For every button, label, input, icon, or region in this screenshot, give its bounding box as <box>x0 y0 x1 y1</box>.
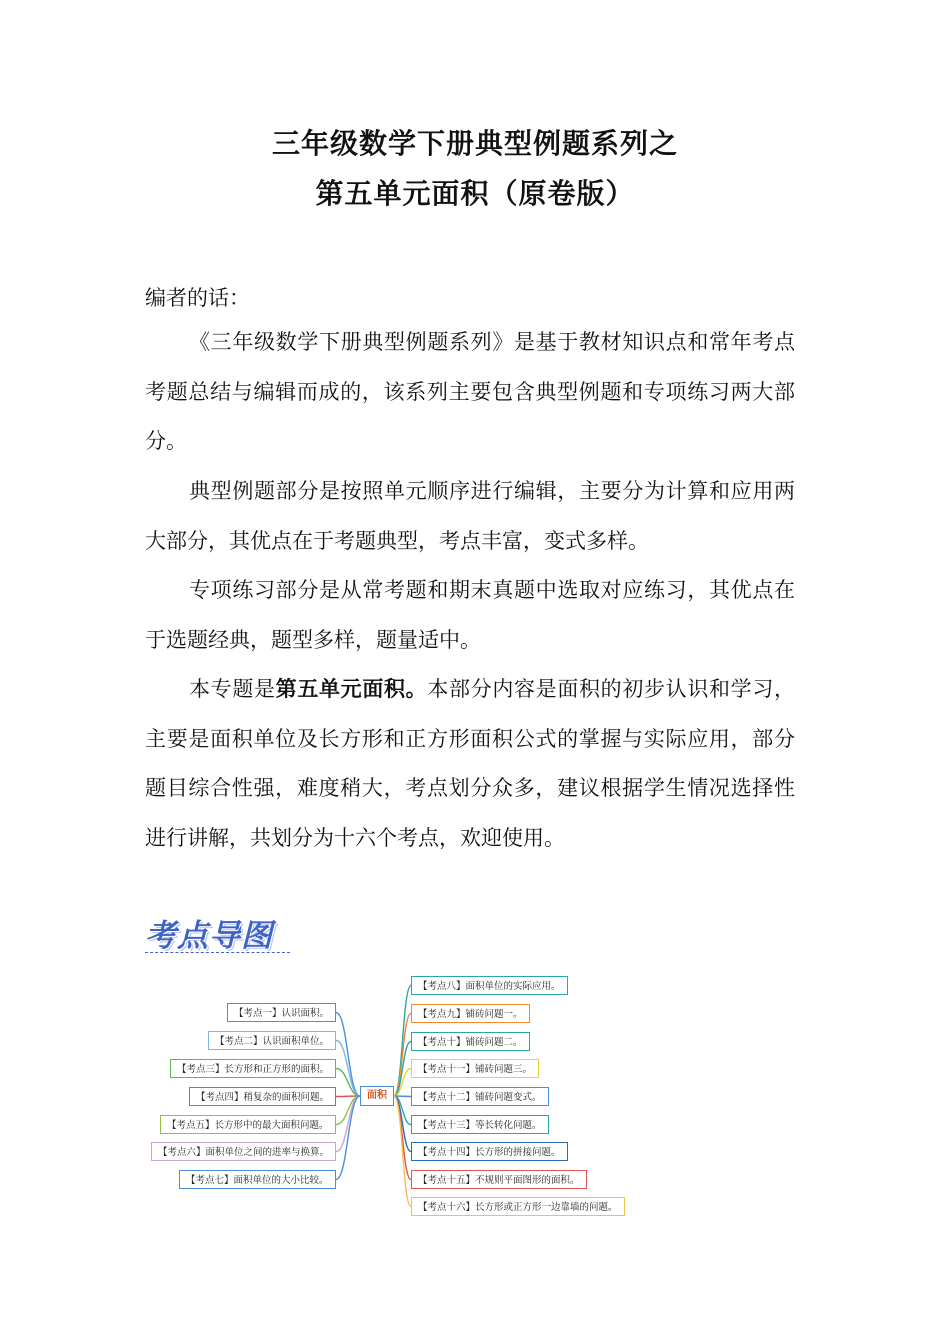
document-title-line-2: 第五单元面积（原卷版） <box>315 177 635 210</box>
paragraph-practice: 专项练习部分是从常考题和期末真题中选取对应练习，其优点在于选题经典，题型多样，题量适中。 <box>145 578 795 652</box>
mindmap <box>0 960 950 1230</box>
banner-underline <box>145 952 290 953</box>
paragraph-series-intro: 《三年级数学下册典型例题系列》是基于教材知识点和常年考点考题总结与编辑而成的，该系列主要包含典型例题和专项练习两大部分。 <box>145 330 795 453</box>
paragraph-examples: 典型例题部分是按照单元顺序进行编辑，主要分为计算和应用两大部分，其优点在于考题典型，考点丰富，变式多样。 <box>145 479 795 553</box>
mindmap-node-right: 【考点十六】长方形或正方形一边靠墙的问题。 <box>411 1197 625 1216</box>
mindmap-node-right: 【考点十二】铺砖问题变式。 <box>411 1087 549 1106</box>
topic-prefix: 本专题是 <box>189 677 276 701</box>
mindmap-node-left: 【考点五】长方形中的最大面积问题。 <box>160 1115 336 1134</box>
mindmap-node-right: 【考点九】铺砖问题一。 <box>411 1004 530 1023</box>
section-banner <box>145 910 290 956</box>
topic-unit-name: 第五单元面积。 <box>275 677 428 701</box>
mindmap-node-right: 【考点十一】铺砖问题三。 <box>411 1059 539 1078</box>
mindmap-node-left: 【考点七】面积单位的大小比较。 <box>179 1170 336 1189</box>
mindmap-node-left: 【考点一】认识面积。 <box>227 1003 336 1022</box>
mindmap-node-left: 【考点四】稍复杂的面积问题。 <box>189 1087 336 1106</box>
mindmap-node-left: 【考点二】认识面积单位。 <box>208 1031 336 1050</box>
document-title-line-1: 三年级数学下册典型例题系列之 <box>271 127 678 160</box>
mindmap-connector <box>336 1041 360 1097</box>
mindmap-node-right: 【考点十三】等长转化问题。 <box>411 1115 549 1134</box>
mindmap-center-node: 面积 <box>360 1086 394 1106</box>
mindmap-node-right: 【考点八】面积单位的实际应用。 <box>411 976 568 995</box>
mindmap-node-left: 【考点三】长方形和正方形的面积。 <box>170 1059 336 1078</box>
topic-description: 本部分内容是面积的初步认识和学习，主要是面积单位及长方形和正方形面积公式的掌握与实际应用，部分题目综合性强，难度稍大，考点划分众多，建议根据学生情况选择性进行讲解，共划分为十六个考点，欢迎使用。 <box>145 677 796 850</box>
editor-note-label: 编者的话： <box>145 286 250 310</box>
mindmap-node-right: 【考点十】铺砖问题二。 <box>411 1032 530 1051</box>
paragraph-topic <box>145 665 795 863</box>
mindmap-node-right: 【考点十四】长方形的拼接问题。 <box>411 1142 568 1161</box>
mindmap-node-left: 【考点六】面积单位之间的进率与换算。 <box>151 1142 336 1161</box>
mindmap-node-right: 【考点十五】不规则平面图形的面积。 <box>411 1170 587 1189</box>
banner-title: 考点导图 <box>145 918 273 954</box>
mindmap-connector <box>394 986 411 1097</box>
